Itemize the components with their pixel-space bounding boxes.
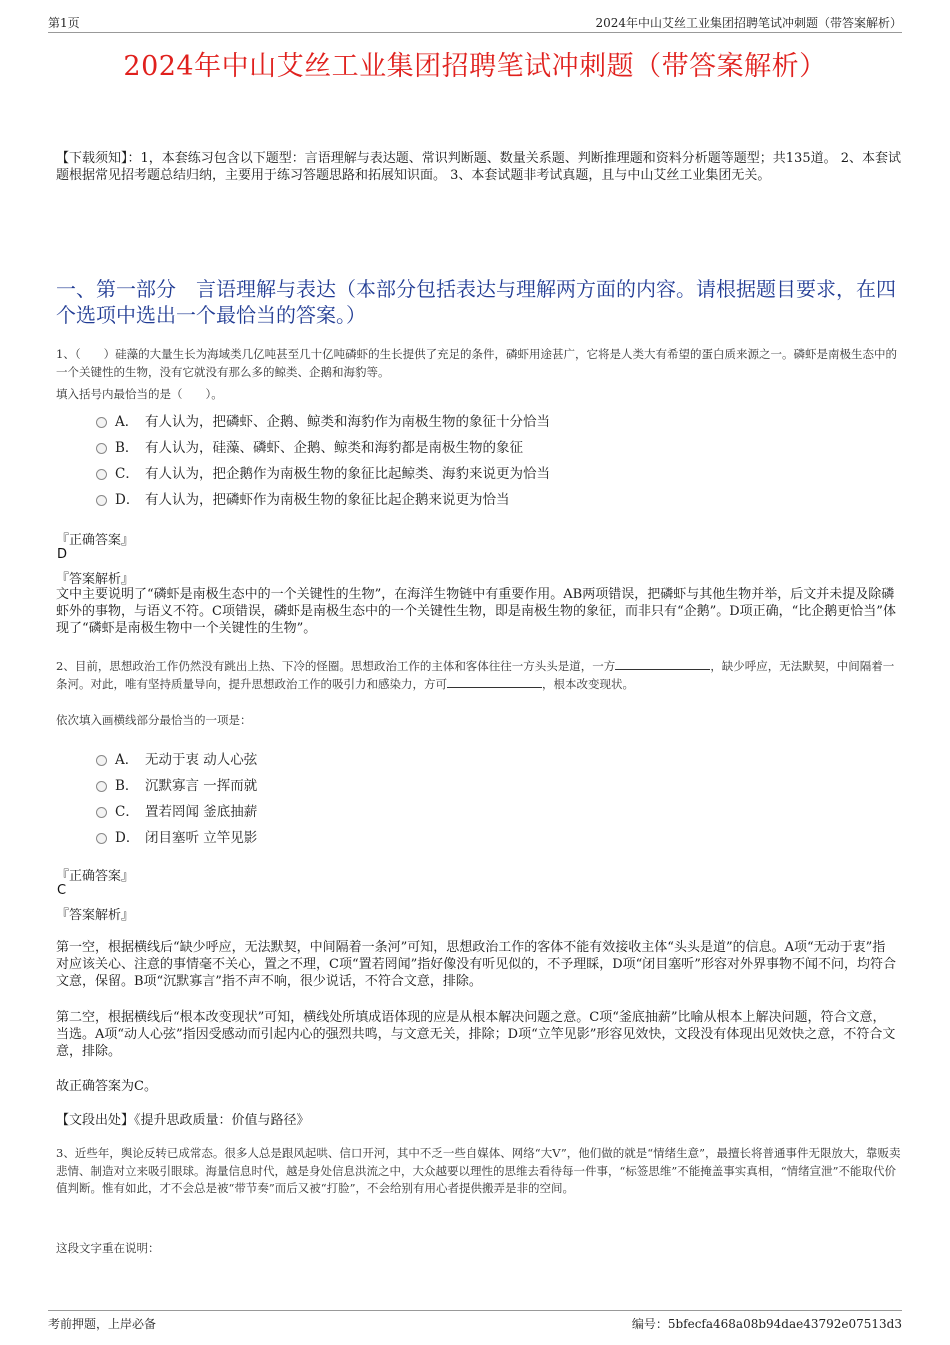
option-text: 无动于衷 动人心弦 <box>145 752 258 768</box>
question-1-stem: 1、（ ）硅藻的大量生长为海域类几亿吨甚至几十亿吨磷虾的生长提供了充足的条件，磷虾用途甚广，它将是人类大有希望的蛋白质来源之一。磷虾是南极生态中的一个关键性的生物，没有它就没有那么多的鲸类、企鹅和海豹等。 <box>56 347 898 379</box>
option-letter: C． <box>115 466 139 482</box>
radio-icon[interactable] <box>96 469 107 480</box>
fill-blank-2 <box>447 676 542 688</box>
option-letter: D． <box>115 492 140 508</box>
radio-icon[interactable] <box>96 833 107 844</box>
question-2-prompt: 依次填入画横线部分最恰当的一项是： <box>56 713 252 727</box>
footer-divider <box>48 1310 902 1311</box>
q1-answer: D <box>57 547 68 562</box>
question-1-prompt: 填入括号内最恰当的是（ ）。 <box>56 387 223 401</box>
footer-slogan: 考前押题，上岸必备 <box>48 1317 157 1331</box>
q2-option-c[interactable] <box>96 800 257 820</box>
radio-icon[interactable] <box>96 755 107 766</box>
q2-answer: C <box>57 883 67 898</box>
q2-stem-part1: 2、目前，思想政治工作仍然没有跳出上热、下冷的怪圈。思想政治工作的主体和客体往往一方头头是道，一方 <box>56 659 616 673</box>
option-letter: A． <box>115 414 139 430</box>
q1-answer-label: 『正确答案』 <box>56 533 135 548</box>
q1-analysis-label: 『答案解析』 <box>56 572 135 587</box>
q1-option-a[interactable] <box>96 410 550 430</box>
q2-analysis-label: 『答案解析』 <box>56 908 135 923</box>
running-title: 2024年中山艾丝工业集团招聘笔试冲刺题（带答案解析） <box>595 16 902 30</box>
q2-answer-label: 『正确答案』 <box>56 869 135 884</box>
option-text: 闭目塞听 立竿见影 <box>145 830 258 846</box>
question-2-stem <box>56 658 904 693</box>
option-letter: B． <box>115 440 139 456</box>
option-text: 置若罔闻 釜底抽薪 <box>145 804 258 820</box>
question-3-prompt: 这段文字重在说明： <box>56 1241 160 1255</box>
question-3-stem: 3、近些年，舆论反转已成常态。很多人总是跟风起哄、信口开河，其中不乏一些自媒体、网络“大V”，他们做的就是“情绪生意”，最擅长将普通事件无限放大，靠贩卖悲情、制造对立来吸引眼球。海量信息时代，越是身处信息洪流之中，大众越要以理性的思维去看待每一件事，“标签思维”不能掩盖事实真相，“情绪宣泄”不能取代价值判断。惟有如此，才不会总是被“带节奏”而后又被“打脸”，不会给别有用心者提供搬弄是非的空间。 <box>56 1146 901 1195</box>
q2-analysis-conclusion: 故正确答案为C。 <box>56 1079 157 1094</box>
page-number: 第1页 <box>48 16 80 30</box>
download-notice: 【下载须知】：1，本套练习包含以下题型：言语理解与表达题、常识判断题、数量关系题、判断推理题和资料分析题等题型；共135道。 2、本套试题根据常见招考题总结归纳，主要用于练习答题思路和拓展知识面。 3、本套试题非考试真题，且与中山艾丝工业集团无关。 <box>56 151 901 183</box>
option-letter: B． <box>115 778 139 794</box>
q2-stem-part3: ，根本改变现状。 <box>542 676 634 691</box>
q2-option-d[interactable] <box>96 826 257 846</box>
radio-icon[interactable] <box>96 781 107 792</box>
q2-analysis-paragraph-2: 第二空，根据横线后“根本改变现状”可知，横线处所填成语体现的应是从根本解决问题之意。C项“釜底抽薪”比喻从根本上解决问题，符合文意，当选。A项“动人心弦”指因受感动而引起内心的强烈共鸣，与文意无关，排除；D项“立竿见影”形容见效快，文段没有体现出见效快之意，不符合文意，排除。 <box>56 1010 896 1059</box>
option-text: 有人认为，硅藻、磷虾、企鹅、鲸类和海豹都是南极生物的象征 <box>145 440 523 456</box>
option-letter: A． <box>115 752 139 768</box>
option-text: 沉默寡言 一挥而就 <box>145 778 258 794</box>
fill-blank-1 <box>615 658 710 670</box>
q2-option-b[interactable] <box>96 774 257 794</box>
option-letter: D． <box>115 830 140 846</box>
q2-option-a[interactable] <box>96 748 257 768</box>
radio-icon[interactable] <box>96 495 107 506</box>
option-text: 有人认为，把磷虾、企鹅、鲸类和海豹作为南极生物的象征十分恰当 <box>145 414 550 430</box>
radio-icon[interactable] <box>96 417 107 428</box>
header-divider <box>48 32 902 33</box>
q1-option-b[interactable] <box>96 436 523 456</box>
section-heading: 一、第一部分 言语理解与表达（本部分包括表达与理解两方面的内容。请根据题目要求，在四个选项中选出一个最恰当的答案。） <box>56 277 896 327</box>
option-letter: C． <box>115 804 139 820</box>
q2-analysis-paragraph-1: 第一空，根据横线后“缺少呼应，无法默契，中间隔着一条河”可知，思想政治工作的客体不能有效接收主体“头头是道”的信息。A项“无动于衷”指对应该关心、注意的事情毫不关心，置之不理，C项“置若罔闻”指好像没有听见似的，不予理睬，D项“闭目塞听”形容对外界事物不闻不问，均符合文意，保留。B项“沉默寡言”指不声不响，很少说话，不符合文意，排除。 <box>56 940 896 989</box>
option-text: 有人认为，把企鹅作为南极生物的象征比起鲸类、海豹来说更为恰当 <box>145 466 550 482</box>
radio-icon[interactable] <box>96 807 107 818</box>
document-title: 2024年中山艾丝工业集团招聘笔试冲刺题（带答案解析） <box>123 51 827 82</box>
q2-source: 【文段出处】《提升思政质量：价值与路径》 <box>56 1113 310 1128</box>
radio-icon[interactable] <box>96 443 107 454</box>
q1-analysis: 文中主要说明了“磷虾是南极生态中的一个关键性的生物”，在海洋生物链中有重要作用。AB两项错误，把磷虾与其他生物并举，后文并未提及除磷虾外的事物，与语义不符。C项错误，磷虾是南极生态中的一个关键性生物，即是南极生物的象征，而非只有“企鹅”。D项正确，“比企鹅更恰当”体现了“磷虾是南极生物中一个关键性的生物”。 <box>56 587 896 636</box>
document-id: 编号：5bfecfa468a08b94dae43792e07513d3 <box>631 1317 902 1331</box>
option-text: 有人认为，把磷虾作为南极生物的象征比起企鹅来说更为恰当 <box>145 492 510 508</box>
q1-option-d[interactable] <box>96 488 510 508</box>
q1-option-c[interactable] <box>96 462 550 482</box>
q2-stem-part2: ，缺少呼应，无法默契，中间隔着一条河。对此，唯有坚持质量导向，提升思想政治工作的吸引力和感染力，方可 <box>56 659 895 691</box>
